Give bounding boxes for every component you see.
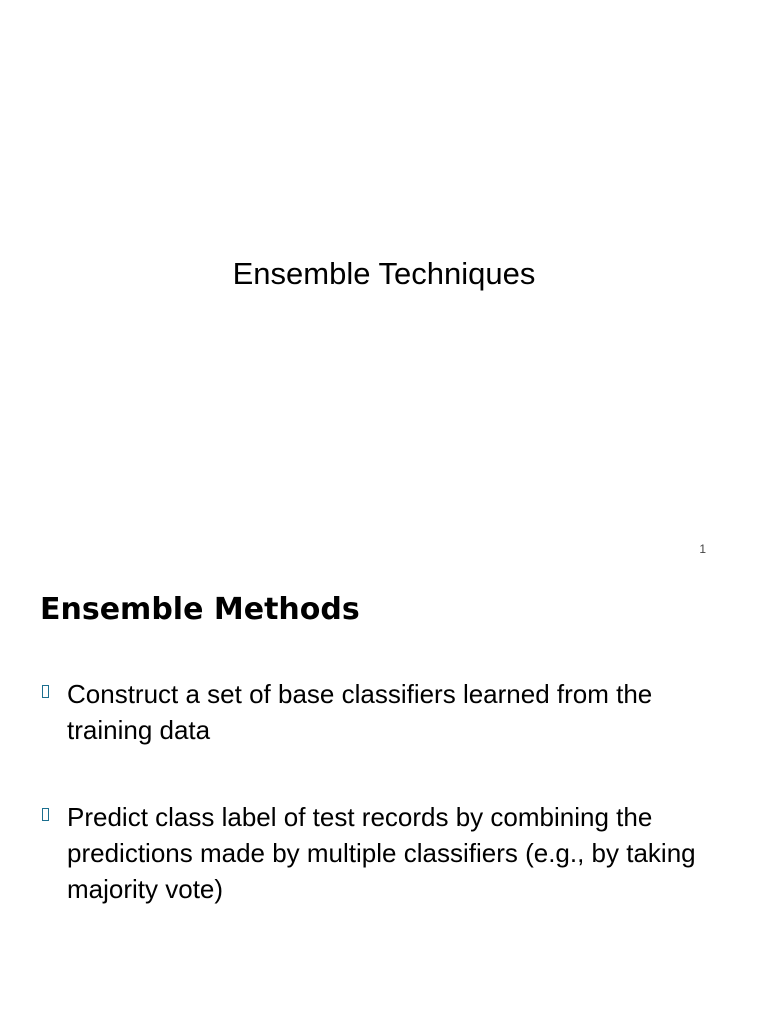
- bullet-square-icon: [42, 808, 49, 821]
- bullet-square-icon: [42, 685, 49, 698]
- bullet-item: [42, 676, 732, 748]
- bullet-text: Construct a set of base classifiers learned from the training data: [67, 679, 653, 745]
- bullet-text: Predict class label of test records by combining the predictions made by multiple classifiers (e.g., by taking majority vote): [67, 802, 696, 904]
- slide-heading: Ensemble Methods: [40, 592, 360, 627]
- slide-number: 1: [699, 542, 706, 556]
- slide-ensemble-methods: [0, 576, 768, 1024]
- slide-title-text: Ensemble Techniques: [232, 256, 536, 291]
- bullet-list: [42, 676, 732, 958]
- bullet-item: [42, 799, 732, 907]
